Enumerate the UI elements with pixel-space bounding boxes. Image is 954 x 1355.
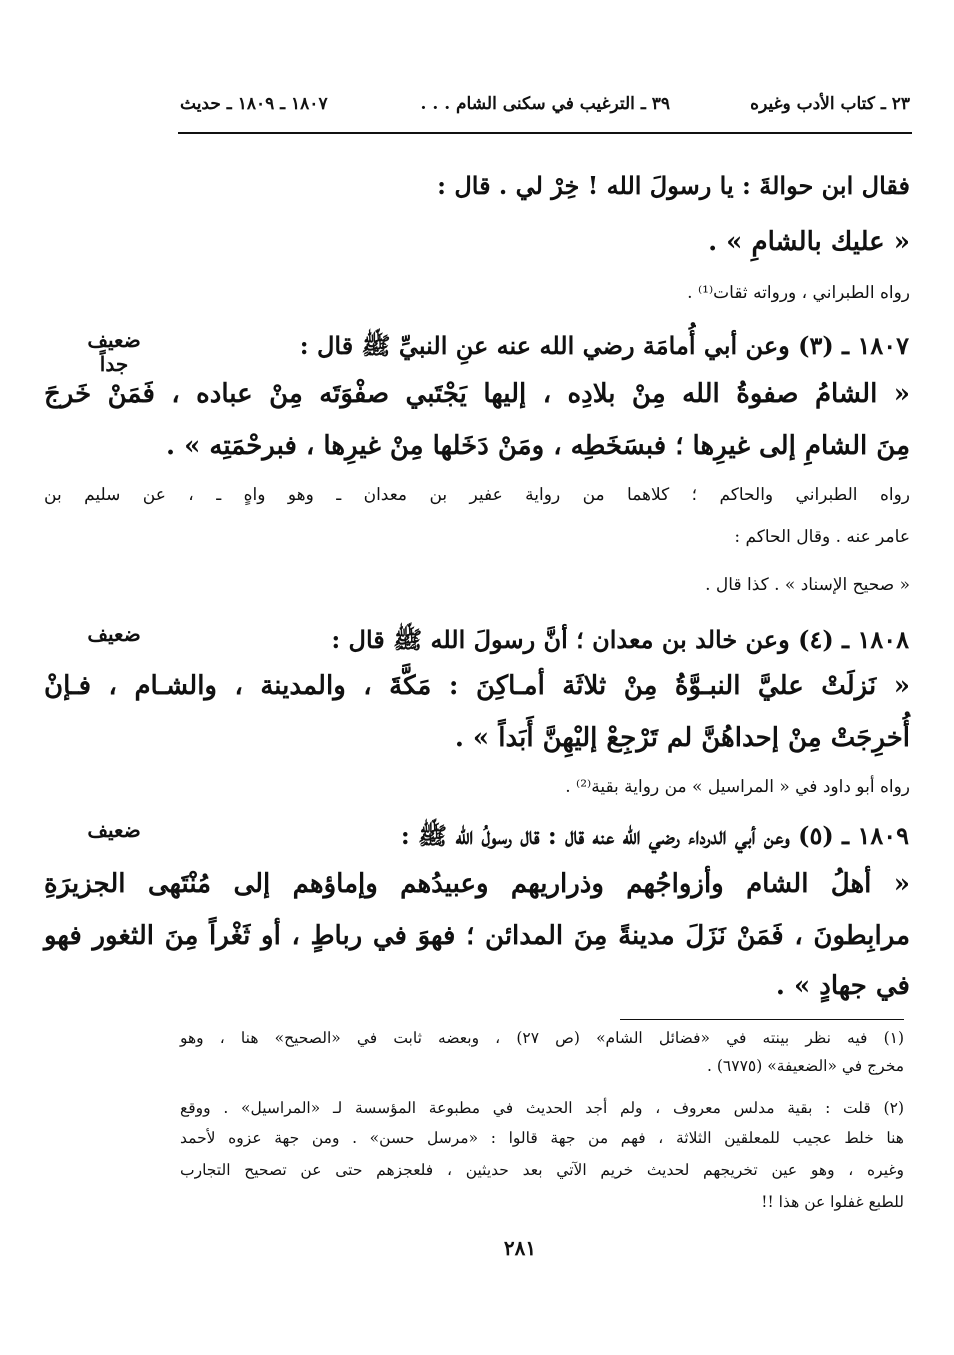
hadith-1808-intro: ١٨٠٨ ـ (٤) وعن خالد بن معدان ؛ أنَّ رسولَ الله ﷺ قال : (331, 625, 909, 654)
grade-1807-line-1: ضعيف (87, 328, 141, 352)
hadith-1809-matn-line-3: في جهادٍ » . (775, 971, 910, 1001)
hadith-1807-source-line-2: عامر عنه . وقال الحاكم : (734, 527, 910, 547)
page-number: ٢٨١ (503, 1236, 537, 1260)
hadith-1807-source-line-3: « صحيح الإسناد » . كذا قال . (705, 575, 910, 595)
grade-1807-line-2: جداً (99, 352, 129, 376)
hadith-1808-source: رواه أبو داود في « المراسيل » من رواية بقية⁽²⁾ . (565, 777, 910, 797)
hadith-1809-matn-line-1: « أهلُ الشام وأزواجُهم وذراريهم وعبيدُهم وإماؤهم إلى مُنْتَهى الجزيرَةِ (44, 869, 910, 899)
hadith-1807-intro: ١٨٠٧ ـ (٣) وعن أبي أُمامَة رضي الله عنه عنِ النبيِّ ﷺ قال : (299, 331, 909, 360)
hadith-1809-intro: ١٨٠٩ ـ (٥) وعن أبي الدرداء رضي الله عنه قال : قال رسولُ الله ﷺ : (400, 821, 909, 850)
continuation-line-2: « عليك بالشامِ » . (708, 227, 910, 257)
running-header (180, 88, 910, 122)
header-hadith-range: ١٨٠٧ ـ ١٨٠٩ ـ حديث (180, 94, 328, 114)
continuation-source: رواه الطبراني ، ورواته ثقات⁽¹⁾ . (687, 283, 910, 303)
footnote-1-line-1: (١) فيه نظر بينته في «فضائل الشام» (ص ٢٧) ، وبعضه ثابت في «الصحيح» هنا ، وهو (180, 1029, 905, 1047)
grade-1808: ضعيف (87, 622, 141, 646)
footnote-2-line-2: هنا خلط عجيب للمعلقين الثلاثة ، فهم من جهة قالوا : «مرسل حسن» . ومن جهة عزوه لأحمد (180, 1129, 904, 1147)
header-chapter-title: ٣٩ ـ الترغيب في سكنى الشام . . . (420, 94, 670, 114)
footnote-2-line-1: (٢) قلت : بقية مدلس معروف ، ولم أجد الحديث في مطبوعة المؤسسة لـ «المراسيل» . ووقع (180, 1099, 904, 1117)
header-divider (178, 132, 912, 134)
footnote-2-line-4: للطبع غفلوا عن هذا !! (761, 1193, 904, 1211)
continuation-line-1: فقال ابن حوالةَ : يا رسولَ الله ! خِرْ لي . قال : (437, 171, 910, 200)
hadith-1808-matn-line-1: « نَزلَتْ عليَّ النبـوَّةُ مِنْ ثلاثَة أمـاكِنَ : مَكَّةَ ، والمدينة ، والشـام ، فـإنْ (44, 671, 910, 701)
footnote-2-line-3: وغيره ، وهو عين تخريجهم لحديث خريم الآتي بعد حديثين ، فلعجزهم حتى عن تصحيح التجارب (180, 1161, 904, 1179)
hadith-1809-matn-line-2: مرابِطونَ ، فَمَنْ نَزَلَ مدينةً مِنَ المدائن ؛ فهوَ في رباطٍ ، أو ثَغْراً مِنَ الثغور فهو (44, 921, 910, 951)
header-book-title: ٢٣ ـ كتاب الأدب وغيره (750, 94, 910, 114)
hadith-1808-matn-line-2: أُخرِجَتْ مِنْ إحداهُنَّ لم تَرْجِعْ إليْهِنَّ أَبَداً » . (454, 723, 910, 753)
grade-1807 (80, 328, 148, 376)
hadith-1807-matn-line-2: مِنَ الشامِ إلى غيرِها ؛ فبسَخَطِه ، ومَنْ دَخَلها مِنْ غيرِها ، فبرحْمَتِه » . (166, 431, 910, 461)
hadith-1807-matn-line-1: « الشامُ صفوةُ الله مِنْ بلادِه ، إليها يَجْتَبي صفْوَتَه مِنْ عباده ، فَمَنْ خَرجَ (44, 379, 910, 409)
footnote-divider (620, 1019, 904, 1020)
hadith-1807-source-line-1: رواه الطبراني والحاكم ؛ كلاهما من رواية عفير بن معدان ـ وهو واهٍ ـ ، عن سليم بن (44, 485, 910, 505)
grade-1809: ضعيف (87, 818, 141, 842)
footnote-1-line-2: مخرج في «الضعيفة» (٦٧٧٥) . (707, 1057, 904, 1075)
